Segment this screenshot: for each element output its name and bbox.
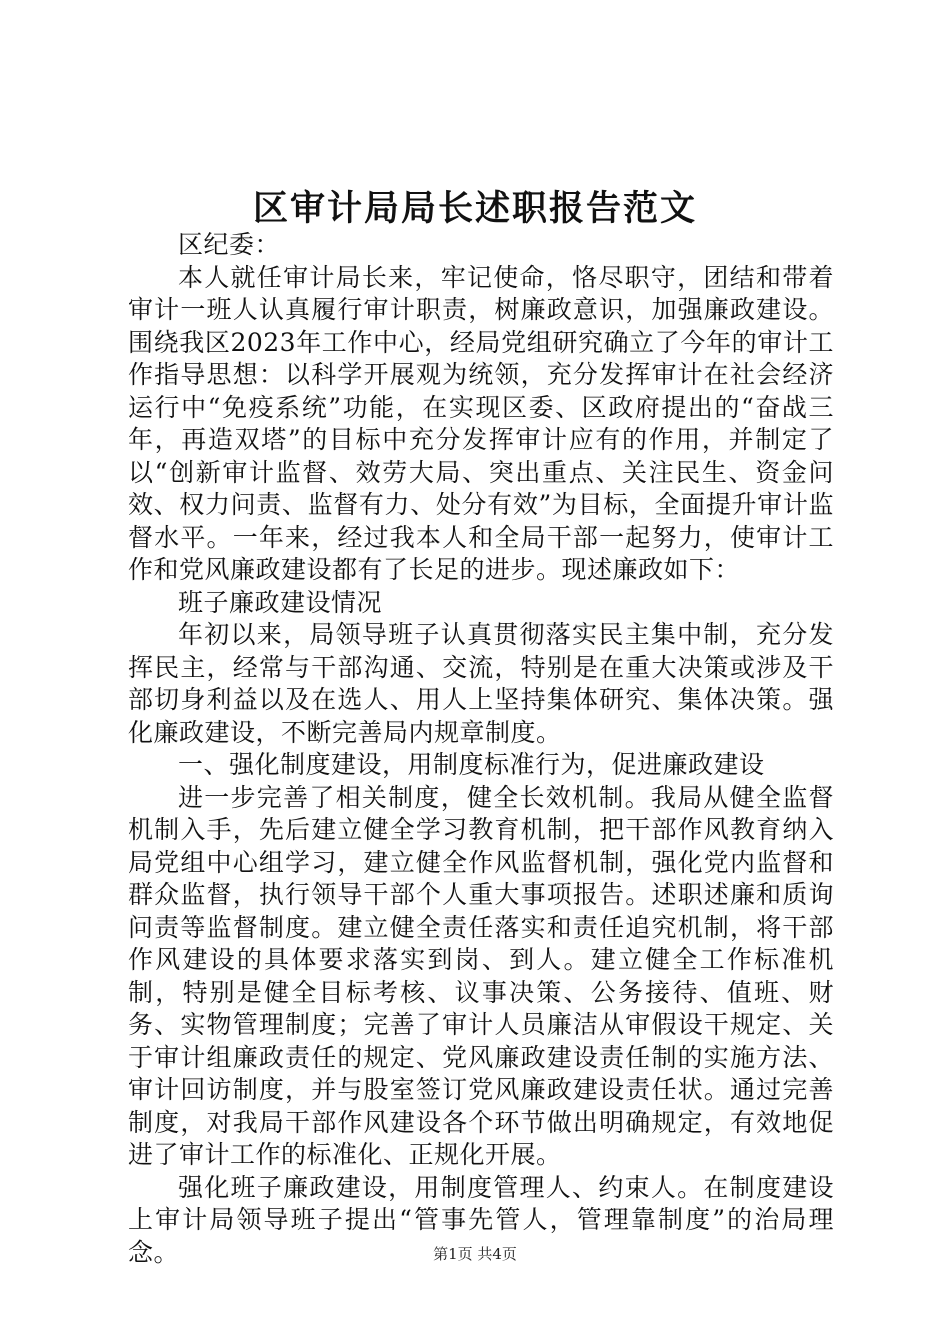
page-footer: 第1页 共4页 xyxy=(433,1245,517,1263)
section-heading: 班子廉政建设情况 xyxy=(178,587,383,617)
page-title: 区审计局局长述职报告范文 xyxy=(252,188,697,229)
paragraph-team: 年初以来，局领导班子认真贯彻落实民主集中制，充分发挥民主，经常与干部沟通、交流，特别是在重大决策或涉及干部切身利益以及在选人、用人上坚持集体研究、集体决策。强化廉政建设，不断完善局内规章制度。 xyxy=(128,620,834,747)
salutation: 区纪委： xyxy=(178,230,281,259)
paragraph-intro: 本人就任审计局长来，牢记使命，恪尽职守，团结和带着审计一班人认真履行审计职责，树廉政意识，加强廉政建设。围绕我区2023年工作中心，经局党组研究确立了今年的审计工作指导思想：以科学开展观为统领，充分发挥审计在社会经济运行中“免疫系统”功能，在实现区委、区政府提出的“奋战三年，再造双塔”的目标中充分发挥审计应有的作用，并制定了以“创新审计监督、效劳大局、突出重点、关注民生、资金问效、权力问责、监督有力、处分有效”为目标，全面提升审计监督水平。一年来，经过我本人和全局干部一起努力，使审计工作和党风廉政建设都有了长足的进步。现述廉政如下： xyxy=(128,262,834,584)
subsection-heading: 一、强化制度建设，用制度标准行为，促进廉政建设 xyxy=(178,750,765,779)
document-body xyxy=(128,229,834,1269)
paragraph-system: 进一步完善了相关制度，健全长效机制。我局从健全监督机制入手，先后建立健全学习教育机制，把干部作风教育纳入局党组中心组学习，建立健全作风监督机制，强化党内监督和群众监督，执行领导干部个人重大事项报告。述职述廉和质询问责等监督制度。建立健全责任落实和责任追究机制，将干部作风建设的具体要求落实到岗、到人。建立健全工作标准机制，特别是健全目标考核、议事决策、公务接待、值班、财务、实物管理制度；完善了审计人员廉洁从审假设干规定、关于审计组廉政责任的规定、党风廉政建设责任制的实施方法、审计回访制度，并与股室签订党风廉政建设责任状。通过完善制度，对我局干部作风建设各个环节做出明确规定，有效地促进了审计工作的标准化、正规化开展。 xyxy=(128,782,834,1169)
paragraph-leadership: 强化班子廉政建设，用制度管理人、约束人。在制度建设上审计局领导班子提出“管事先管人，管理靠制度”的治局理念。 xyxy=(128,1172,834,1267)
